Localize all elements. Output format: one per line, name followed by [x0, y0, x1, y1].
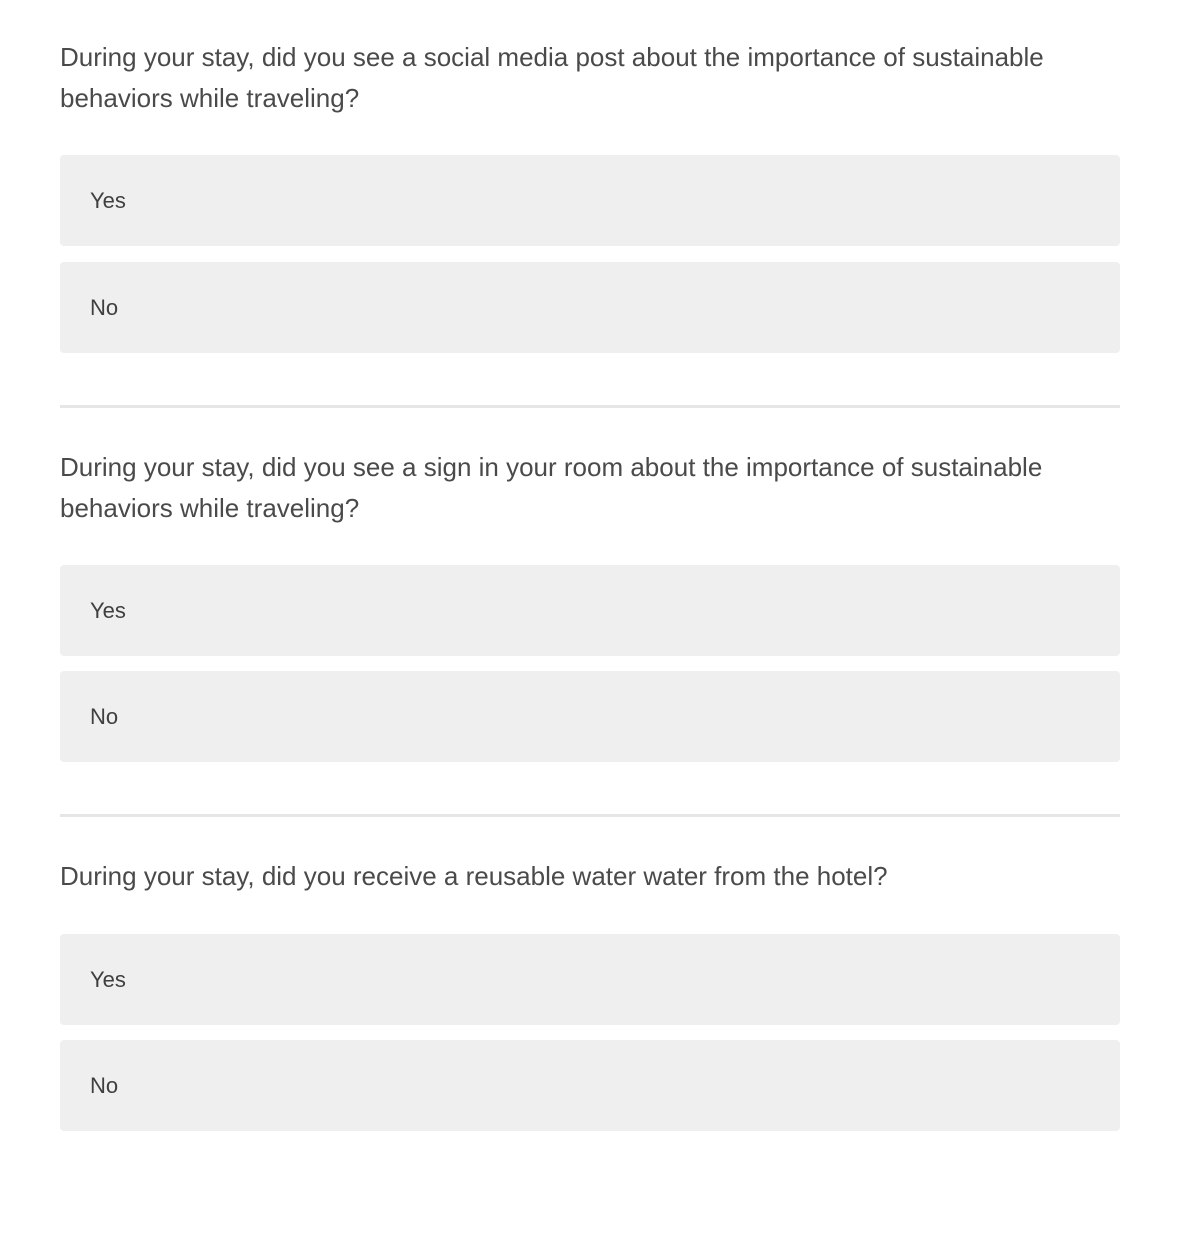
question-divider — [60, 814, 1120, 817]
question-1-choice-no[interactable]: No — [60, 262, 1120, 353]
question-1 — [60, 37, 1120, 118]
question-3 — [60, 856, 1120, 897]
question-1-text: During your stay, did you see a social media post about the importance of sustainable behaviors while traveling? — [60, 42, 1044, 113]
question-2-choice-no[interactable]: No — [60, 671, 1120, 762]
question-3-choice-no[interactable]: No — [60, 1040, 1120, 1131]
question-1-choice-yes[interactable]: Yes — [60, 155, 1120, 246]
question-3-text: During your stay, did you receive a reusable water water from the hotel? — [60, 861, 888, 891]
question-divider — [60, 405, 1120, 408]
question-3-choice-yes[interactable]: Yes — [60, 934, 1120, 1025]
question-2-text: During your stay, did you see a sign in your room about the importance of sustainable behaviors while traveling? — [60, 452, 1043, 523]
question-2-choice-yes[interactable]: Yes — [60, 565, 1120, 656]
question-2 — [60, 447, 1120, 528]
